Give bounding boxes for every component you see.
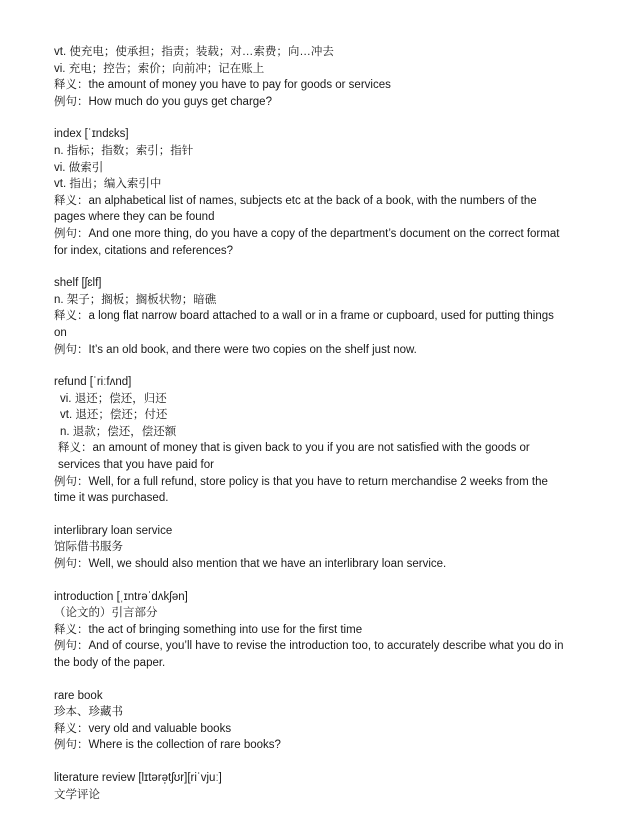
- headword: literature review [lɪtərə̩tʃʊr][riˈvjuː]: [54, 771, 222, 784]
- meaning-line: 释义：an alphabetical list of names, subjects etc at the back of a book, with the numbers of the pages where they can be found: [54, 194, 537, 224]
- definition-line: （论文的）引言部分: [54, 607, 158, 620]
- meaning-line: 释义：the act of bringing something into use for the first time: [54, 623, 363, 636]
- example-line: 例句：Well, for a full refund, store policy is that you have to return merchandise 2 weeks from the time it was purchased.: [54, 475, 548, 505]
- definition-line: vt. 退还；偿还；付还: [60, 409, 168, 422]
- meaning-line: 释义：a long flat narrow board attached to a wall or in a frame or cupboard, used for putting things on: [54, 310, 554, 339]
- headword: interlibrary loan service: [54, 524, 173, 537]
- example-line: 例句：Well, we should also mention that we have an interlibrary loan service.: [54, 558, 447, 571]
- example-line: 例句：And of course, you’ll have to revise the introduction too, to accurately describe what you do in the body of the paper.: [54, 640, 564, 669]
- meaning-line: 释义：an amount of money that is given back to you if you are not satisfied with the goods or services that you have paid for: [58, 442, 530, 472]
- headword: refund [ˈriːfʌnd]: [54, 376, 132, 389]
- entry-literature-review: [54, 770, 564, 803]
- example-line: 例句：And one more thing, do you have a copy of the department’s document on the correct format for index, citations and references?: [54, 227, 560, 257]
- definition-line: n. 指标；指数；索引；指针: [54, 144, 194, 157]
- definition-line: vi. 充电；控告；索价；向前冲；记在账上: [54, 62, 265, 75]
- entry-interlibrary-loan-service: [54, 523, 564, 573]
- definition-line: 馆际借书服务: [54, 541, 123, 554]
- meaning-line: 释义：the amount of money you have to pay for goods or services: [54, 79, 391, 92]
- definition-line: vt. 使充电；使承担；指责；装载；对…索费；向…冲去: [54, 46, 334, 58]
- example-line: 例句：Where is the collection of rare books?: [54, 739, 281, 752]
- entry-charge: [54, 44, 564, 110]
- headword: introduction [ˌɪntrəˈdʌkʃən]: [54, 590, 188, 603]
- headword: index [ˈɪndɛks]: [54, 128, 129, 141]
- definition-line: vi. 退还；偿还，归还: [60, 392, 167, 405]
- entry-introduction: [54, 589, 564, 672]
- definition-line: 珍本、珍藏书: [54, 706, 123, 719]
- example-line: 例句：It’s an old book, and there were two copies on the shelf just now.: [54, 343, 417, 356]
- definition-line: 文学评论: [54, 788, 100, 801]
- entry-index: [54, 126, 564, 259]
- definition-line: n. 退款；偿还，偿还额: [60, 425, 177, 438]
- entry-rare-book: [54, 688, 564, 754]
- document-page: [54, 44, 564, 819]
- example-line: 例句：How much do you guys get charge?: [54, 95, 272, 108]
- entry-shelf: [54, 275, 564, 358]
- meaning-line: 释义：very old and valuable books: [54, 722, 232, 735]
- definition-line: vi. 做索引: [54, 161, 104, 174]
- definition-line: n. 架子；搁板；搁板状物；暗礁: [54, 293, 217, 306]
- entry-refund: [54, 374, 564, 507]
- headword: rare book: [54, 689, 103, 702]
- headword: shelf [ʃɛlf]: [54, 277, 102, 290]
- definition-line: vt. 指出；编入索引中: [54, 178, 162, 191]
